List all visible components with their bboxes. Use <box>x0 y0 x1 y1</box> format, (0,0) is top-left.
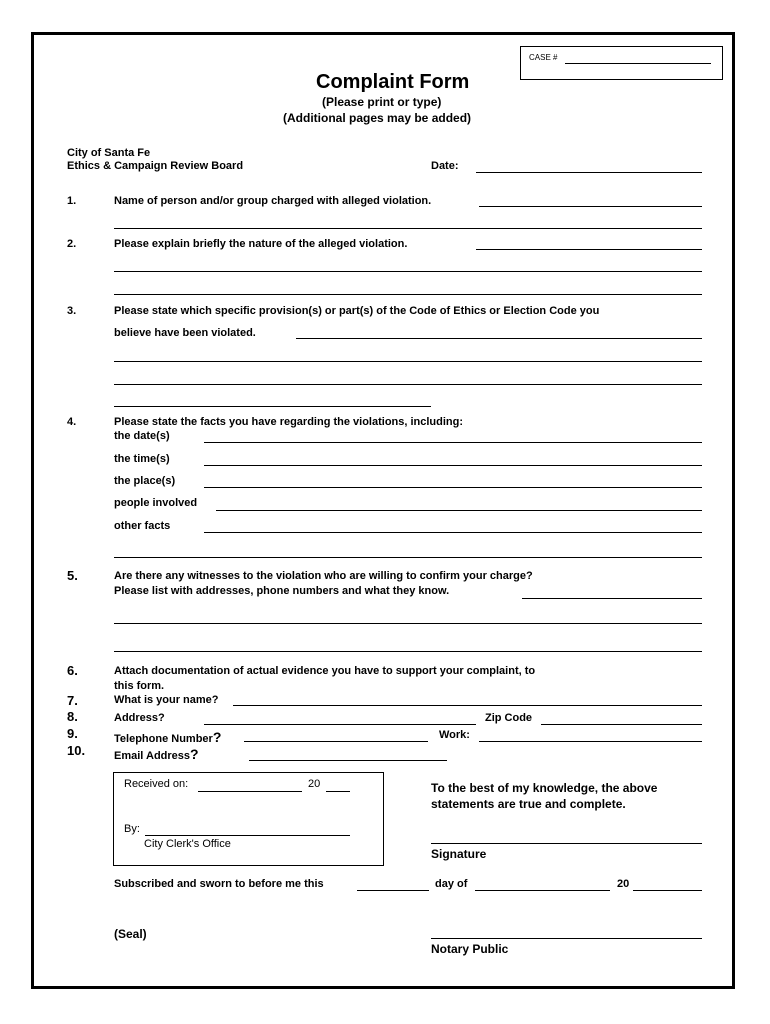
q4-date-field[interactable] <box>204 442 702 443</box>
zip-field[interactable] <box>541 724 702 725</box>
q5-field-2[interactable] <box>114 623 702 624</box>
received-date-field[interactable] <box>198 791 302 792</box>
q2-text: Please explain briefly the nature of the alleged violation. <box>114 238 408 250</box>
q4-number: 4. <box>67 416 77 428</box>
q10-number: 10. <box>67 743 86 758</box>
q9-text <box>114 729 221 745</box>
signature-label: Signature <box>431 847 487 861</box>
q5-field-1[interactable] <box>522 598 702 599</box>
sworn-year-label: 20 <box>617 878 630 890</box>
q2-field-1[interactable] <box>476 249 702 250</box>
q4-place-label: the place(s) <box>114 475 176 487</box>
q9-question-mark: ? <box>212 729 222 745</box>
q4-extra-field[interactable] <box>114 557 702 558</box>
q4-time-field[interactable] <box>204 465 702 466</box>
q3-text-line2: believe have been violated. <box>114 327 256 339</box>
q3-field-4[interactable] <box>114 406 431 407</box>
name-field[interactable] <box>233 705 702 706</box>
q1-text: Name of person and/or group charged with alleged violation. <box>114 195 432 207</box>
zip-label: Zip Code <box>485 712 533 724</box>
date-label: Date: <box>431 160 459 172</box>
q6-number: 6. <box>67 663 78 678</box>
q7-number: 7. <box>67 693 78 708</box>
date-field[interactable] <box>476 172 702 173</box>
notary-signature-field[interactable] <box>431 938 702 939</box>
q5-field-3[interactable] <box>114 651 702 652</box>
q5-number: 5. <box>67 568 78 583</box>
q9-number: 9. <box>67 726 78 741</box>
signature-field[interactable] <box>431 843 702 844</box>
q2-field-2[interactable] <box>114 271 702 272</box>
q6-text-line2: this form. <box>114 680 165 692</box>
q5-text-line1: Are there any witnesses to the violation who are willing to confirm your charge? <box>114 570 533 582</box>
work-phone-field[interactable] <box>479 741 702 742</box>
sworn-day-field[interactable] <box>357 890 429 891</box>
sworn-year-field[interactable] <box>633 890 702 891</box>
by-field[interactable] <box>145 835 350 836</box>
q8-number: 8. <box>67 709 78 724</box>
case-label: CASE # <box>529 53 558 62</box>
form-title: Complaint Form <box>316 71 470 93</box>
seal-label: (Seal) <box>114 927 147 941</box>
received-year-label: 20 <box>308 778 321 790</box>
q1-field-2[interactable] <box>114 228 702 229</box>
sworn-text: Subscribed and sworn to before me this <box>114 878 324 890</box>
q1-field-1[interactable] <box>479 206 702 207</box>
q10-text <box>114 746 199 762</box>
work-label: Work: <box>439 729 470 741</box>
q1-number: 1. <box>67 195 77 207</box>
q4-date-label: the date(s) <box>114 430 170 442</box>
clerk-office-label: City Clerk's Office <box>144 838 231 850</box>
q10-question-mark: ? <box>190 746 199 762</box>
q8-text: Address? <box>114 712 165 724</box>
q3-number: 3. <box>67 305 77 317</box>
q3-field-3[interactable] <box>114 384 702 385</box>
q10-label: Email Address <box>114 750 191 762</box>
q4-text: Please state the facts you have regarding the violations, including: <box>114 416 464 428</box>
org-board: Ethics & Campaign Review Board <box>67 160 244 172</box>
org-city: City of Santa Fe <box>67 147 151 159</box>
q2-number: 2. <box>67 238 77 250</box>
q3-text-line1: Please state which specific provision(s) or part(s) of the Code of Ethics or Election Code you <box>114 305 600 317</box>
q4-time-label: the time(s) <box>114 453 170 465</box>
telephone-field[interactable] <box>244 741 428 742</box>
q6-text-line1: Attach documentation of actual evidence you have to support your complaint, to <box>114 665 536 677</box>
q3-field-2[interactable] <box>114 361 702 362</box>
q4-people-field[interactable] <box>216 510 702 511</box>
address-field[interactable] <box>204 724 476 725</box>
case-number-field[interactable] <box>565 63 711 64</box>
notary-label: Notary Public <box>431 942 509 956</box>
day-of-label: day of <box>435 878 468 890</box>
by-label: By: <box>124 823 140 835</box>
q4-other-label: other facts <box>114 520 171 532</box>
sworn-month-field[interactable] <box>475 890 610 891</box>
email-field[interactable] <box>249 760 447 761</box>
q4-people-label: people involved <box>114 497 198 509</box>
q7-text: What is your name? <box>114 694 219 706</box>
form-subtitle-pages: (Additional pages may be added) <box>283 111 472 125</box>
attest-line1: To the best of my knowledge, the above <box>431 781 658 795</box>
q2-field-3[interactable] <box>114 294 702 295</box>
q9-label: Telephone Number <box>114 733 213 745</box>
q3-field-1[interactable] <box>296 338 702 339</box>
q4-place-field[interactable] <box>204 487 702 488</box>
q4-other-field[interactable] <box>204 532 702 533</box>
q5-text-line2: Please list with addresses, phone numbers and what they know. <box>114 585 450 597</box>
form-subtitle-print: (Please print or type) <box>322 95 442 109</box>
received-year-field[interactable] <box>326 791 350 792</box>
attest-line2: statements are true and complete. <box>431 797 626 811</box>
received-label: Received on: <box>124 778 189 790</box>
